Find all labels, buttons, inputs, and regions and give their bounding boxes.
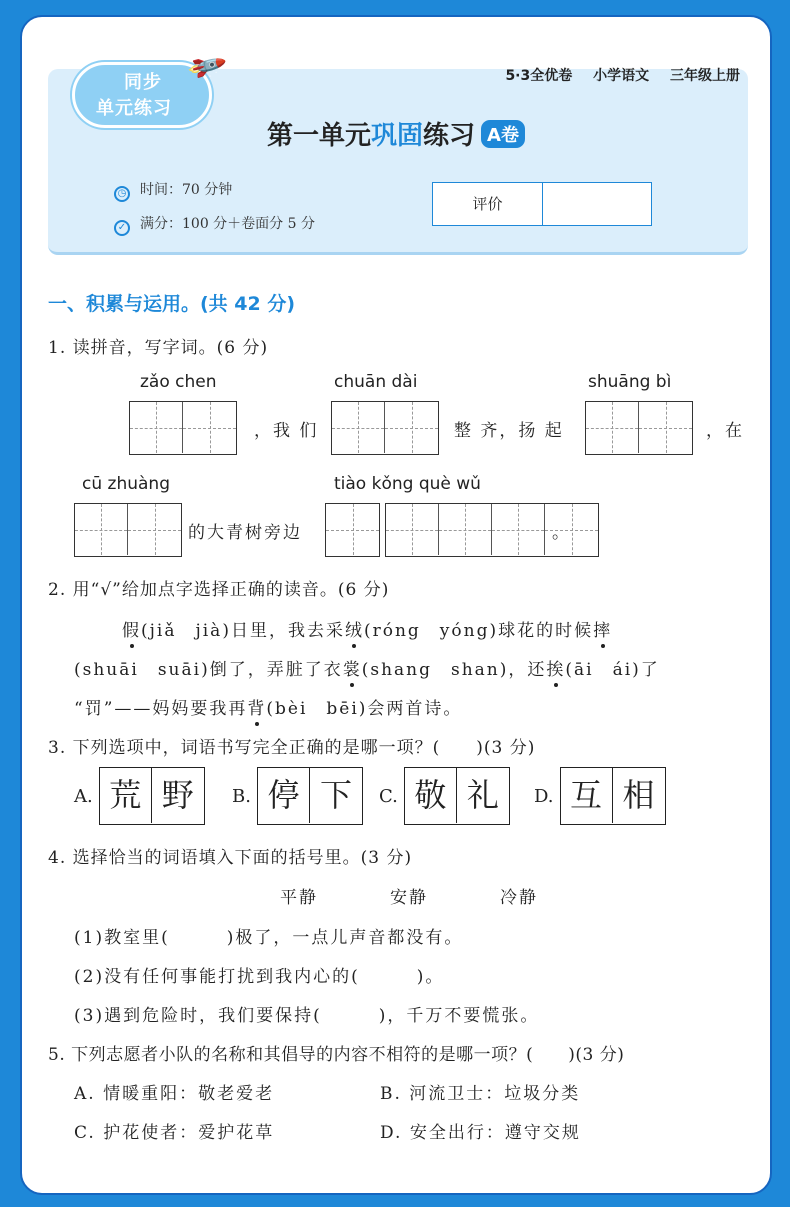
option-letter: A. bbox=[74, 785, 93, 807]
option-letter: C. bbox=[379, 785, 398, 807]
q1-text5: 。 bbox=[552, 523, 571, 543]
char: 互 bbox=[561, 768, 613, 823]
title-part2: 巩固 bbox=[371, 121, 424, 151]
pinyin-1: zǎo chen bbox=[140, 372, 217, 392]
q2-l2-c: (shang shan)，还 bbox=[361, 660, 547, 680]
dotted-char: 裳 bbox=[342, 660, 362, 680]
q5-option-a[interactable]: A. 情暖重阳：敬老爱老 bbox=[74, 1084, 275, 1104]
writing-grid[interactable] bbox=[585, 401, 693, 455]
score-info bbox=[114, 213, 315, 236]
page-title bbox=[22, 115, 770, 152]
option-letter: D. bbox=[534, 785, 554, 807]
time-text: 时间：70 分钟 bbox=[140, 182, 233, 198]
q2-l2-a: (shuāi suāi)倒了，弄脏了衣 bbox=[74, 660, 343, 680]
rocket-icon: 🚀 bbox=[184, 45, 228, 89]
word-option: 冷静 bbox=[500, 888, 538, 908]
q4-item-2: (2)没有任何事能打扰到我内心的( )。 bbox=[74, 967, 445, 987]
char: 相 bbox=[622, 776, 655, 814]
q4-item-1: (1)教室里( )极了，一点儿声音都没有。 bbox=[74, 928, 464, 948]
q2-l1-b: (jiǎ jià)日里，我去采 bbox=[141, 621, 345, 641]
pinyin-2: chuān dài bbox=[334, 372, 418, 392]
q2-line1 bbox=[122, 616, 612, 641]
check-icon: ✓ bbox=[114, 220, 130, 236]
q3-stem: 3. 下列选项中，词语书写完全正确的是哪一项？( )(3 分) bbox=[48, 738, 536, 758]
char: 敬 bbox=[405, 768, 457, 823]
char: 礼 bbox=[466, 776, 499, 814]
char-box bbox=[560, 767, 666, 825]
writing-grid[interactable] bbox=[325, 503, 380, 557]
title-part1: 第一单元 bbox=[267, 121, 372, 151]
q2-l3-c: (bèi bēi)会两首诗。 bbox=[266, 699, 463, 719]
badge-line2: 单元练习 bbox=[96, 98, 172, 119]
q1-text4: 的大青树旁边 bbox=[188, 523, 302, 543]
char: 停 bbox=[258, 768, 310, 823]
series-subject: 小学语文 bbox=[593, 68, 650, 84]
q1-text3: ，在 bbox=[706, 421, 744, 441]
q2-line2 bbox=[74, 655, 660, 680]
q2-line3 bbox=[74, 694, 462, 719]
series-brand: 5·3全优卷 bbox=[505, 68, 573, 84]
q3-option-b[interactable] bbox=[232, 767, 363, 825]
q3-option-d[interactable] bbox=[534, 767, 666, 825]
char-box bbox=[99, 767, 205, 825]
dotted-char: 假 bbox=[122, 621, 141, 641]
dotted-char: 挨 bbox=[546, 660, 566, 680]
q2-stem: 2. 用“√”给加点字选择正确的读音。(6 分) bbox=[48, 580, 390, 600]
word-option: 平静 bbox=[280, 888, 318, 908]
writing-grid[interactable] bbox=[129, 401, 237, 455]
dotted-char: 绒 bbox=[344, 621, 364, 641]
q5-option-b[interactable]: B. 河流卫士：垃圾分类 bbox=[380, 1084, 581, 1104]
q3-option-c[interactable] bbox=[379, 767, 510, 825]
char-box bbox=[257, 767, 363, 825]
word-option: 安静 bbox=[390, 888, 428, 908]
q1-stem: 1. 读拼音，写字词。(6 分) bbox=[48, 338, 269, 358]
q1-text2: 整 齐，扬 起 bbox=[454, 421, 564, 441]
char-box bbox=[404, 767, 510, 825]
q2-l2-e: (āi ái)了 bbox=[565, 660, 660, 680]
evaluation-box bbox=[432, 182, 652, 226]
q2-l1-d: (róng yóng)球花的时候 bbox=[363, 621, 594, 641]
q2-l3-a: “罚”——妈妈要我再 bbox=[74, 699, 248, 719]
evaluation-label: 评价 bbox=[433, 183, 543, 225]
q5-option-d[interactable]: D. 安全出行：遵守交规 bbox=[380, 1123, 581, 1143]
paper-tag: A卷 bbox=[481, 120, 525, 148]
badge-line1: 同步 bbox=[124, 72, 162, 93]
q1-text1: ，我 们 bbox=[254, 421, 319, 441]
dotted-char: 摔 bbox=[593, 621, 613, 641]
dotted-char: 背 bbox=[247, 699, 267, 719]
q4-item-3: (3)遇到危险时，我们要保持( )，千万不要慌张。 bbox=[74, 1006, 540, 1026]
series-info bbox=[489, 65, 740, 85]
char: 野 bbox=[161, 776, 194, 814]
score-text: 满分：100 分＋卷面分 5 分 bbox=[140, 216, 315, 232]
writing-grid[interactable] bbox=[331, 401, 439, 455]
pinyin-4: cū zhuàng bbox=[82, 474, 170, 494]
q5-stem: 5. 下列志愿者小队的名称和其倡导的内容不相符的是哪一项？( )(3 分) bbox=[48, 1045, 625, 1065]
char: 下 bbox=[319, 776, 352, 814]
pinyin-3: shuāng bì bbox=[588, 372, 672, 392]
q3-option-a[interactable] bbox=[74, 767, 205, 825]
title-part3: 练习 bbox=[423, 121, 476, 151]
section-title: 一、积累与运用。(共 42 分) bbox=[48, 293, 296, 315]
time-info bbox=[114, 179, 232, 202]
worksheet-page bbox=[20, 15, 772, 1195]
option-letter: B. bbox=[232, 785, 251, 807]
writing-grid[interactable] bbox=[74, 503, 182, 557]
clock-icon: ◷ bbox=[114, 186, 130, 202]
q5-option-c[interactable]: C. 护花使者：爱护花草 bbox=[74, 1123, 275, 1143]
evaluation-field[interactable] bbox=[543, 183, 651, 225]
series-grade: 三年级上册 bbox=[670, 68, 740, 84]
char: 荒 bbox=[100, 768, 152, 823]
q4-stem: 4. 选择恰当的词语填入下面的括号里。(3 分) bbox=[48, 848, 413, 868]
pinyin-5: tiào kǒng què wǔ bbox=[334, 474, 481, 494]
